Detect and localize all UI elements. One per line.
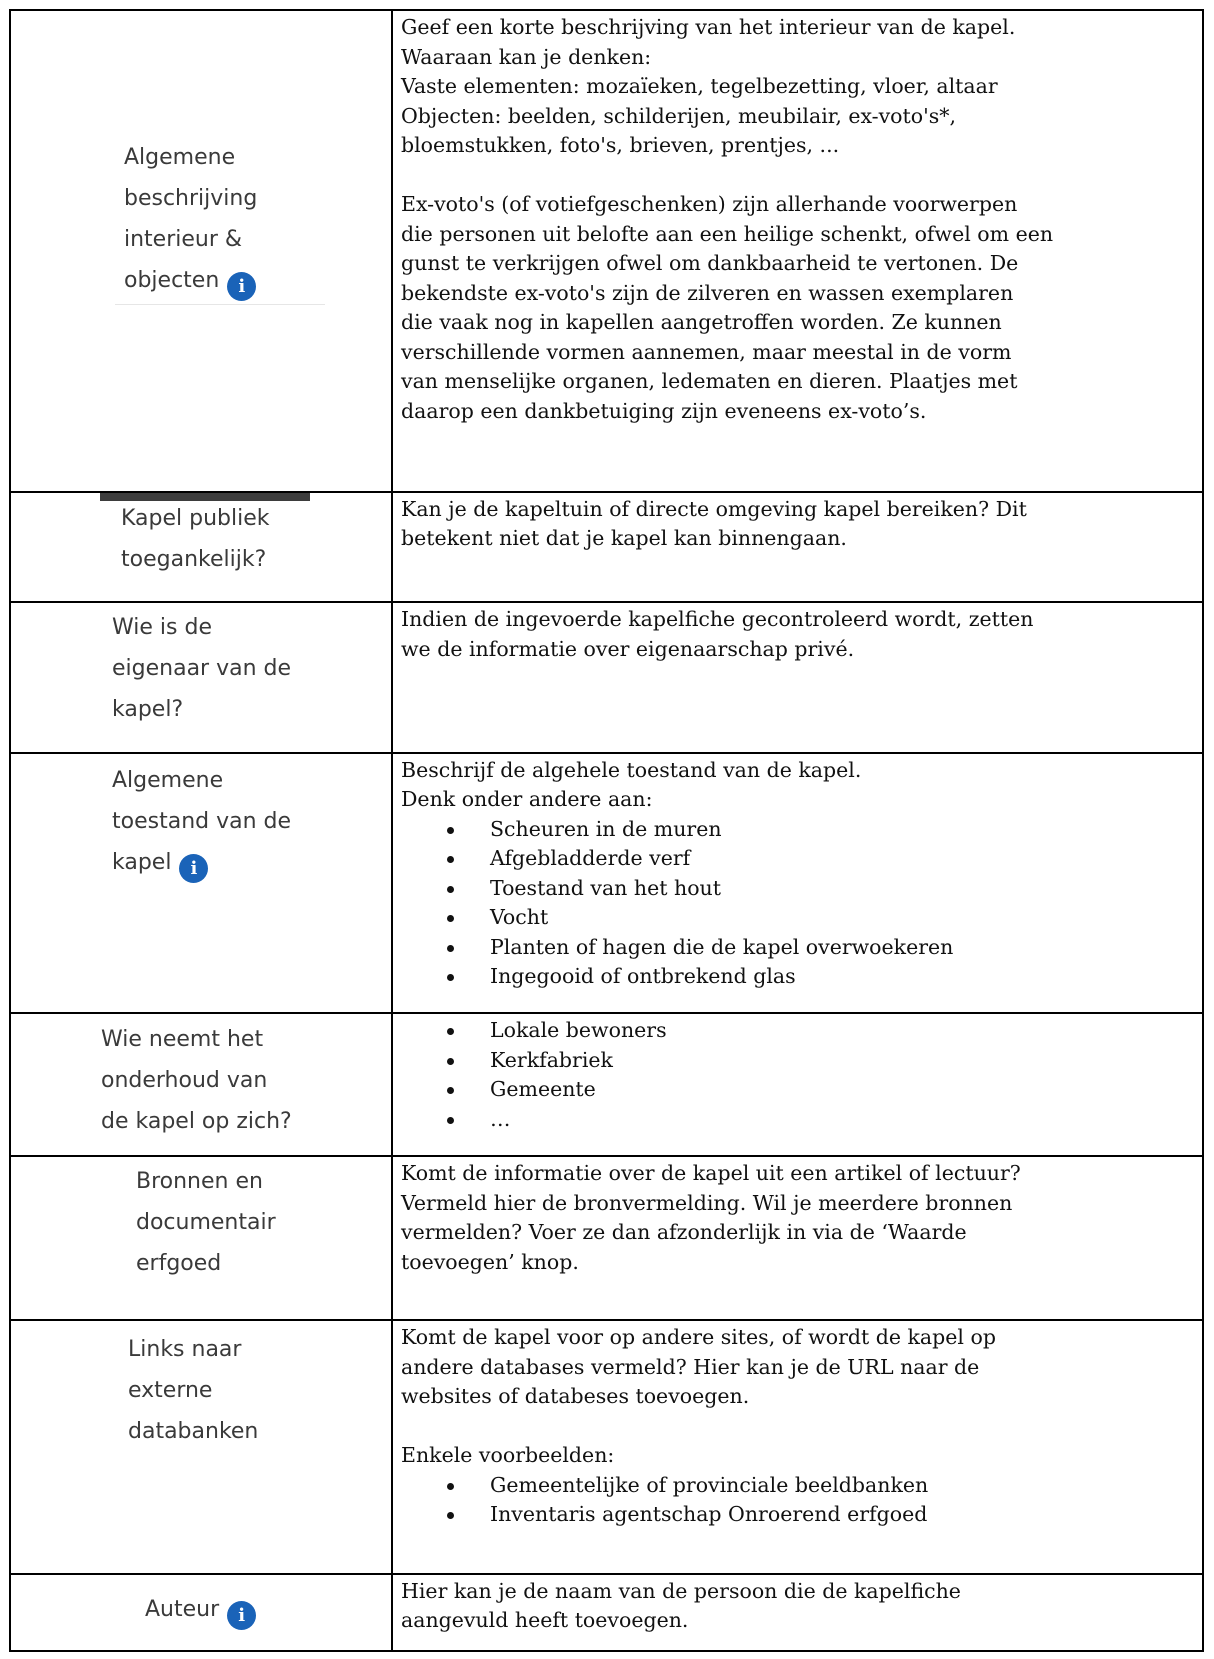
label-line: Algemene (124, 145, 236, 170)
field-label-cell (10, 602, 392, 753)
field-label-cell (10, 753, 392, 1013)
description-cell (392, 1574, 1203, 1651)
label-line: Links naar (128, 1337, 242, 1363)
description-line: Enkele voorbeelden: (401, 1443, 615, 1468)
list-item: … (401, 1105, 1194, 1135)
description-cell (392, 602, 1203, 753)
description-line: we de informatie over eigenaarschap privé. (401, 636, 855, 661)
table-row (10, 1574, 1203, 1651)
description-cell (392, 492, 1203, 603)
label-line: beschrijving (124, 186, 258, 211)
label-line: Algemene (112, 767, 224, 793)
field-label (112, 760, 291, 883)
label-line: erfgoed (136, 1251, 222, 1277)
field-label (136, 1161, 276, 1284)
description-cell (392, 1156, 1203, 1320)
label-line: Wie neemt het (101, 1027, 264, 1053)
list-item: Gemeentelijke of provinciale beeldbanken (401, 1471, 1194, 1501)
description-line: van menselijke organen, ledematen en dieren. Plaatjes met (401, 369, 1018, 393)
field-label (124, 137, 257, 301)
list-item: Scheuren in de muren (401, 815, 1194, 845)
label-line: interieur & (124, 227, 243, 252)
label-line: Auteur (145, 1596, 220, 1622)
info-icon[interactable]: i (179, 854, 208, 883)
bullet-icon (447, 915, 454, 922)
description-line: Komt de informatie over de kapel uit een artikel of lectuur? (401, 1161, 1021, 1186)
description-line: gunst te verkrijgen ofwel om dankbaarheid te vertonen. De (401, 251, 1019, 275)
table-row (10, 753, 1203, 1013)
list-item: Afgebladderde verf (401, 844, 1194, 874)
description-line: aangevuld heeft toevoegen. (401, 1608, 689, 1633)
bullet-icon (447, 1058, 454, 1065)
description-line: websites of databeses toevoegen. (401, 1384, 750, 1409)
description-line: bloemstukken, foto's, brieven, prentjes, ... (401, 133, 840, 157)
bullet-list (401, 815, 1194, 992)
table-row (10, 1156, 1203, 1320)
description-line: Denk onder andere aan: (401, 787, 653, 812)
description-line: Beschrijf de algehele toestand van de kapel. (401, 757, 862, 782)
description-cell (392, 1013, 1203, 1156)
bullet-list (401, 1016, 1194, 1134)
bullet-icon (447, 945, 454, 952)
label-line: kapel? (112, 697, 184, 723)
description-line: toevoegen’ knop. (401, 1249, 579, 1274)
table-row (10, 10, 1203, 492)
field-label (121, 498, 270, 580)
field-label (145, 1589, 256, 1630)
label-line: externe (128, 1378, 213, 1404)
field-label-cell (10, 1574, 392, 1651)
description-line: Vermeld hier de bronvermelding. Wil je meerdere bronnen (401, 1190, 1013, 1215)
table-row (10, 1013, 1203, 1156)
description-line: bekendste ex-voto's zijn de zilveren en wassen exemplaren (401, 280, 1014, 305)
label-line: Bronnen en (136, 1169, 263, 1195)
bullet-icon (447, 827, 454, 834)
info-icon[interactable]: i (227, 272, 256, 301)
list-item: Vocht (401, 903, 1194, 933)
bullet-icon (447, 1117, 454, 1124)
label-line: kapel (112, 849, 172, 875)
description-line: Kan je de kapeltuin of directe omgeving kapel bereiken? Dit (401, 496, 1027, 521)
description-line: Indien de ingevoerde kapelfiche gecontroleerd wordt, zetten (401, 607, 1034, 632)
description-line: vermelden? Voer ze dan afzonderlijk in via de ‘Waarde (401, 1220, 967, 1245)
bullet-icon (447, 1087, 454, 1094)
list-item: Gemeente (401, 1075, 1194, 1105)
bullet-icon (447, 1028, 454, 1035)
field-label-cell (10, 1013, 392, 1156)
list-item: Lokale bewoners (401, 1016, 1194, 1046)
description-line: die vaak nog in kapellen aangetroffen worden. Ze kunnen (401, 310, 1002, 334)
label-line: toestand van de (112, 808, 292, 834)
bullet-icon (447, 974, 454, 981)
field-label-cell (10, 1320, 392, 1574)
label-line: Wie is de (112, 615, 212, 641)
description-line: verschillende vormen aannemen, maar meestal in de vorm (401, 339, 1012, 364)
label-line: toegankelijk? (121, 546, 267, 572)
bullet-list (401, 1471, 1194, 1530)
label-line: eigenaar van de (112, 656, 292, 682)
label-line: Kapel publiek (121, 505, 270, 531)
list-item: Planten of hagen die de kapel overwoekeren (401, 933, 1194, 963)
divider (115, 304, 325, 305)
table-row (10, 492, 1203, 603)
table-row (10, 602, 1203, 753)
description-line: daarop een dankbetuiging zijn eveneens ex-voto’s. (401, 398, 927, 423)
description-line: die personen uit belofte aan een heilige schenkt, ofwel om een (401, 221, 1054, 246)
label-line: onderhoud van (101, 1068, 268, 1094)
label-line: de kapel op zich? (101, 1109, 292, 1135)
field-label (101, 1019, 292, 1142)
list-item: Inventaris agentschap Onroerend erfgoed (401, 1500, 1194, 1530)
description-line: betekent niet dat je kapel kan binnengaan. (401, 526, 847, 551)
list-item: Toestand van het hout (401, 874, 1194, 904)
list-item: Kerkfabriek (401, 1046, 1194, 1076)
bullet-icon (447, 1483, 454, 1490)
description-line: Objecten: beelden, schilderijen, meubilair, ex-voto's*, (401, 103, 957, 128)
instructions-table (9, 9, 1204, 1652)
bullet-icon (447, 886, 454, 893)
description-cell (392, 753, 1203, 1013)
field-label (112, 607, 291, 730)
description-cell (392, 1320, 1203, 1574)
info-icon[interactable]: i (227, 1601, 256, 1630)
field-label-cell (10, 492, 392, 603)
description-cell (392, 10, 1203, 492)
field-label-cell (10, 1156, 392, 1320)
description-line: Komt de kapel voor op andere sites, of wordt de kapel op (401, 1325, 996, 1350)
label-line: objecten (124, 268, 220, 293)
table-row (10, 1320, 1203, 1574)
description-line: Waaraan kan je denken: (401, 44, 652, 69)
list-item: Ingegooid of ontbrekend glas (401, 962, 1194, 992)
field-label-cell (10, 10, 392, 492)
description-line: andere databases vermeld? Hier kan je de URL naar de (401, 1354, 980, 1379)
bullet-icon (447, 856, 454, 863)
description-line: Ex-voto's (of votiefgeschenken) zijn allerhande voorwerpen (401, 192, 1018, 216)
field-label (128, 1329, 258, 1452)
description-line: Hier kan je de naam van de persoon die de kapelfiche (401, 1578, 961, 1603)
bullet-icon (447, 1512, 454, 1519)
description-line: Geef een korte beschrijving van het interieur van de kapel. (401, 15, 1016, 39)
description-line: Vaste elementen: mozaïeken, tegelbezetting, vloer, altaar (401, 74, 998, 98)
label-line: documentair (136, 1210, 276, 1236)
label-line: databanken (128, 1419, 259, 1445)
